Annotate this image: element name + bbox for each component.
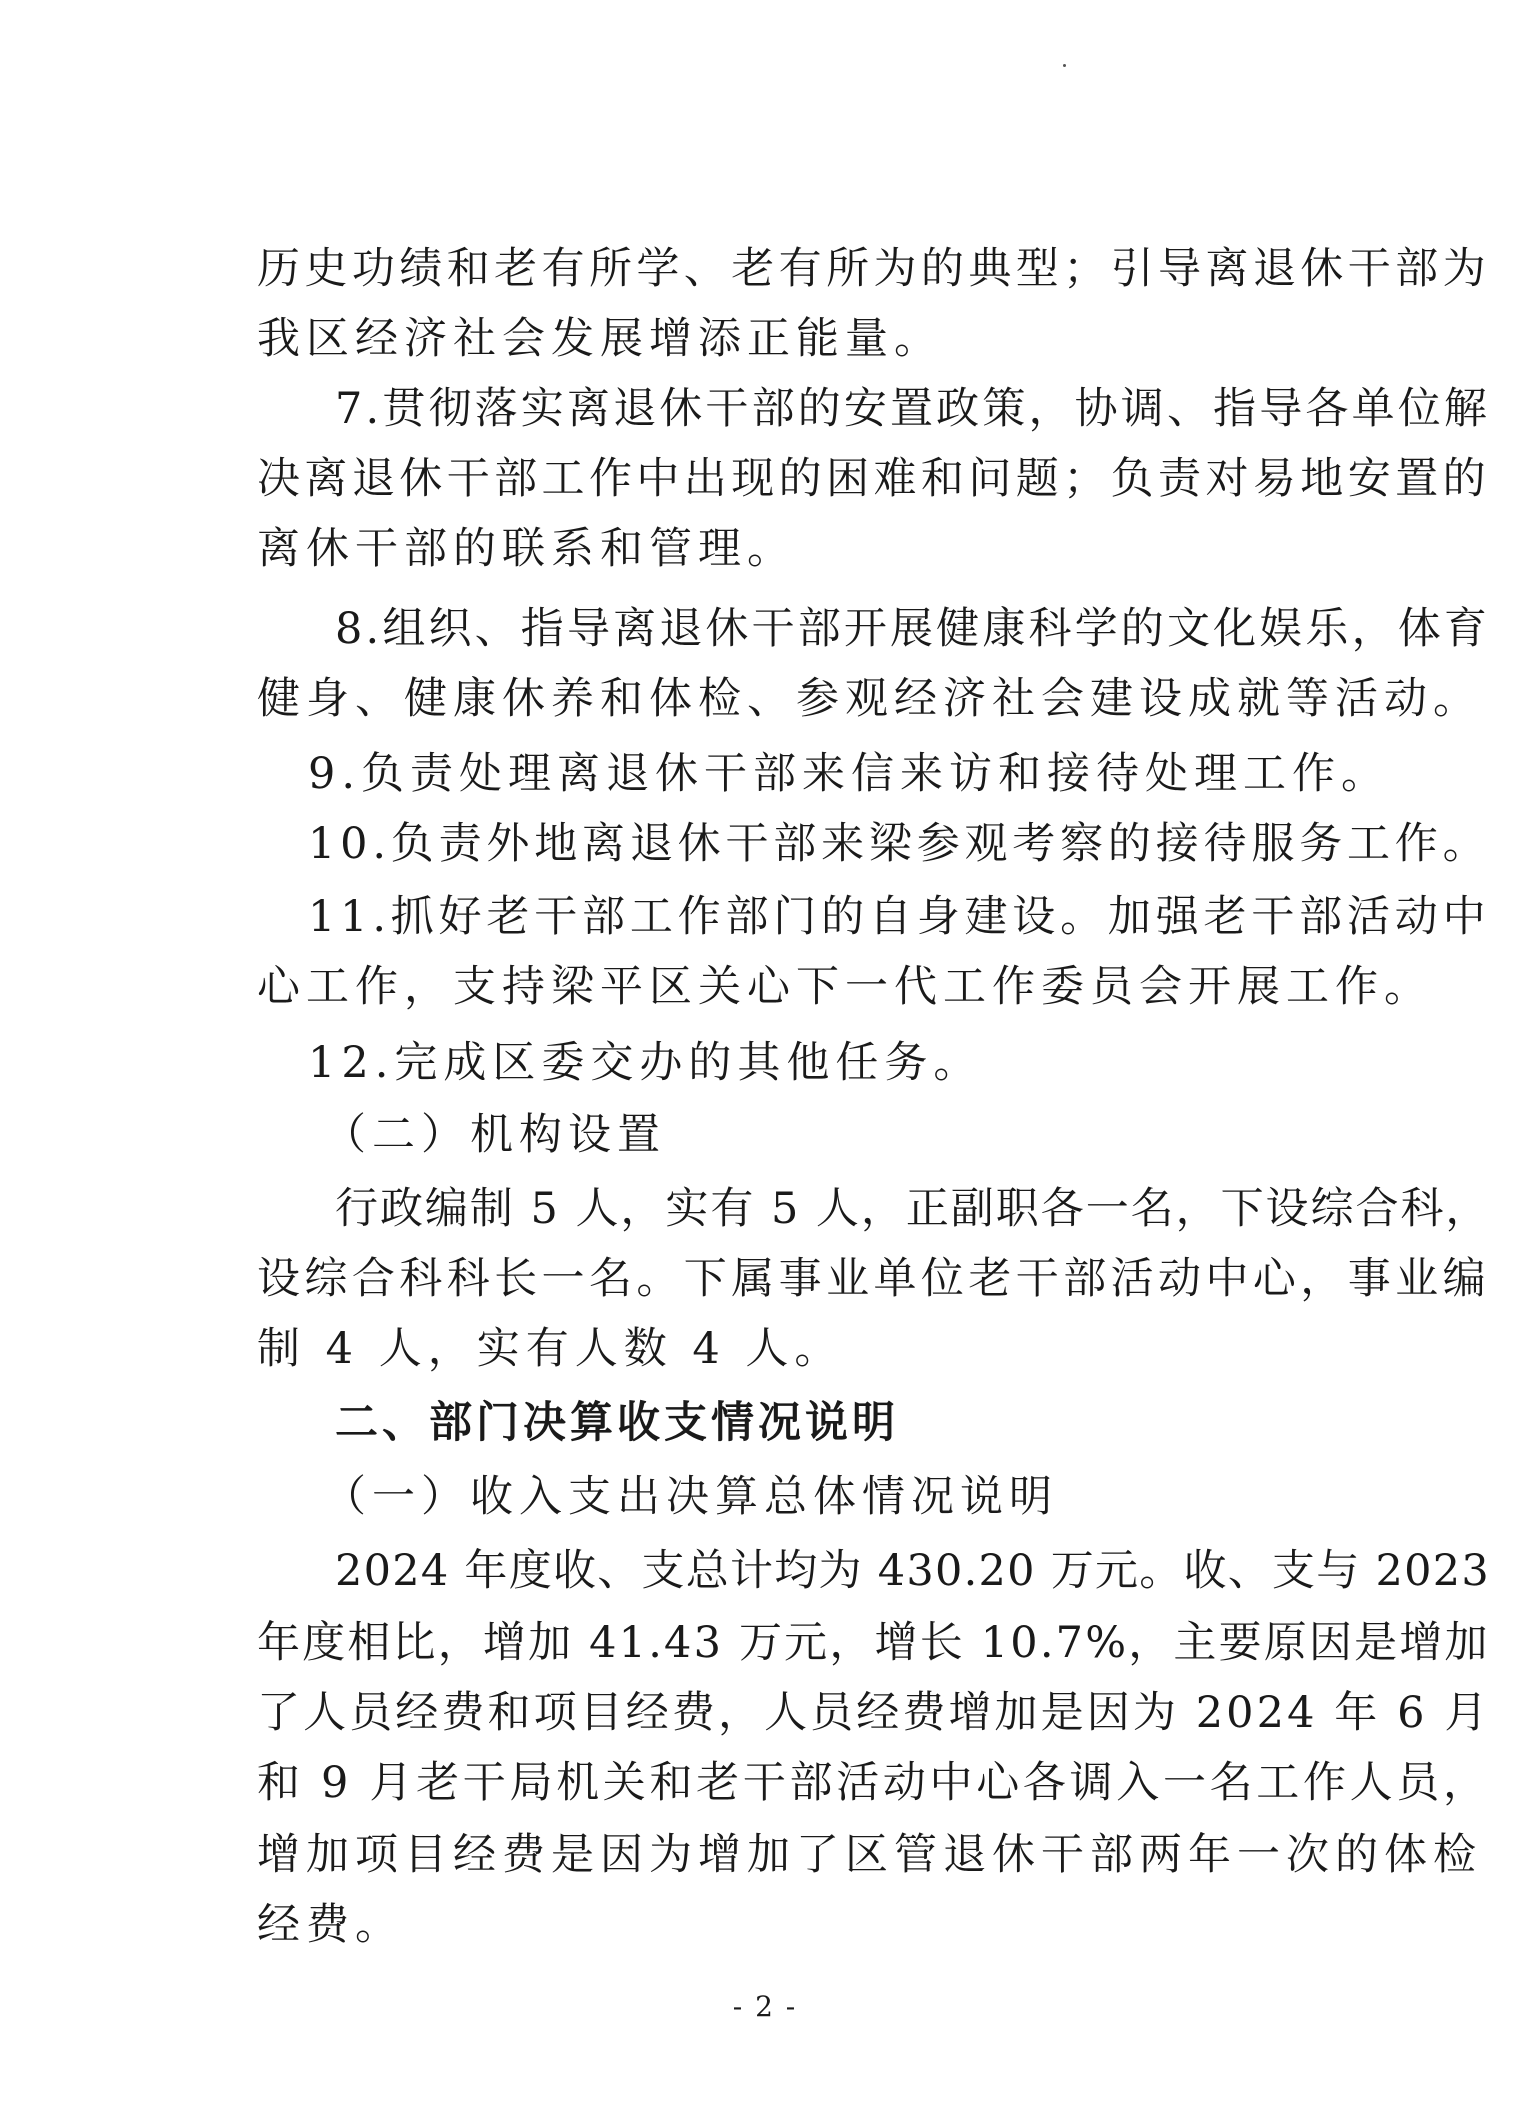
- text-line-21: 了人员经费和项目经费，人员经费增加是因为 2024 年 6 月: [257, 1688, 1491, 1738]
- text-line-14: 行政编制 5 人，实有 5 人，正副职各一名，下设综合科，: [335, 1184, 1491, 1234]
- text-line-7: 健身、健康休养和体检、参观经济社会建设成就等活动。: [257, 674, 1482, 724]
- page-number: - 2 -: [732, 1990, 798, 2023]
- text-line-3: 7.贯彻落实离退休干部的安置政策，协调、指导各单位解: [335, 384, 1491, 434]
- text-line-12: 12.完成区委交办的其他任务。: [308, 1038, 983, 1088]
- text-line-2: 我区经济社会发展增添正能量。: [257, 314, 943, 364]
- text-line-6: 8.组织、指导离退休干部开展健康科学的文化娱乐，体育: [335, 604, 1491, 654]
- text-line-22: 和 9 月老干局机关和老干部活动中心各调入一名工作人员，: [257, 1758, 1490, 1808]
- text-line-19: 2024 年度收、支总计均为 430.20 万元。收、支与 2023: [335, 1546, 1490, 1596]
- text-line-5: 离休干部的联系和管理。: [257, 524, 796, 574]
- text-line-23: 增加项目经费是因为增加了区管退休干部两年一次的体检: [257, 1830, 1482, 1880]
- text-line-10: 11.抓好老干部工作部门的自身建设。加强老干部活动中: [308, 892, 1491, 942]
- text-line-9: 10.负责外地离退休干部来梁参观考察的接待服务工作。: [308, 819, 1491, 869]
- subsection-heading-overall: （一）收入支出决算总体情况说明: [323, 1472, 1058, 1522]
- text-line-8: 9.负责处理离退休干部来信来访和接待处理工作。: [308, 749, 1391, 799]
- text-line-16: 制 4 人，实有人数 4 人。: [257, 1324, 844, 1374]
- text-line-20: 年度相比，增加 41.43 万元，增长 10.7%，主要原因是增加: [257, 1618, 1490, 1668]
- text-line-4: 决离退休干部工作中出现的困难和问题；负责对易地安置的: [257, 454, 1490, 504]
- section-heading-org: （二）机构设置: [323, 1110, 666, 1160]
- text-line-15: 设综合科科长一名。下属事业单位老干部活动中心，事业编: [257, 1254, 1490, 1304]
- text-line-11: 心工作，支持梁平区关心下一代工作委员会开展工作。: [257, 962, 1433, 1012]
- text-line-1: 历史功绩和老有所学、老有所为的典型；引导离退休干部为: [257, 244, 1490, 294]
- text-line-24: 经费。: [257, 1900, 404, 1950]
- section-heading-budget: 二、部门决算收支情况说明: [335, 1398, 899, 1448]
- scan-speck: [1063, 64, 1066, 67]
